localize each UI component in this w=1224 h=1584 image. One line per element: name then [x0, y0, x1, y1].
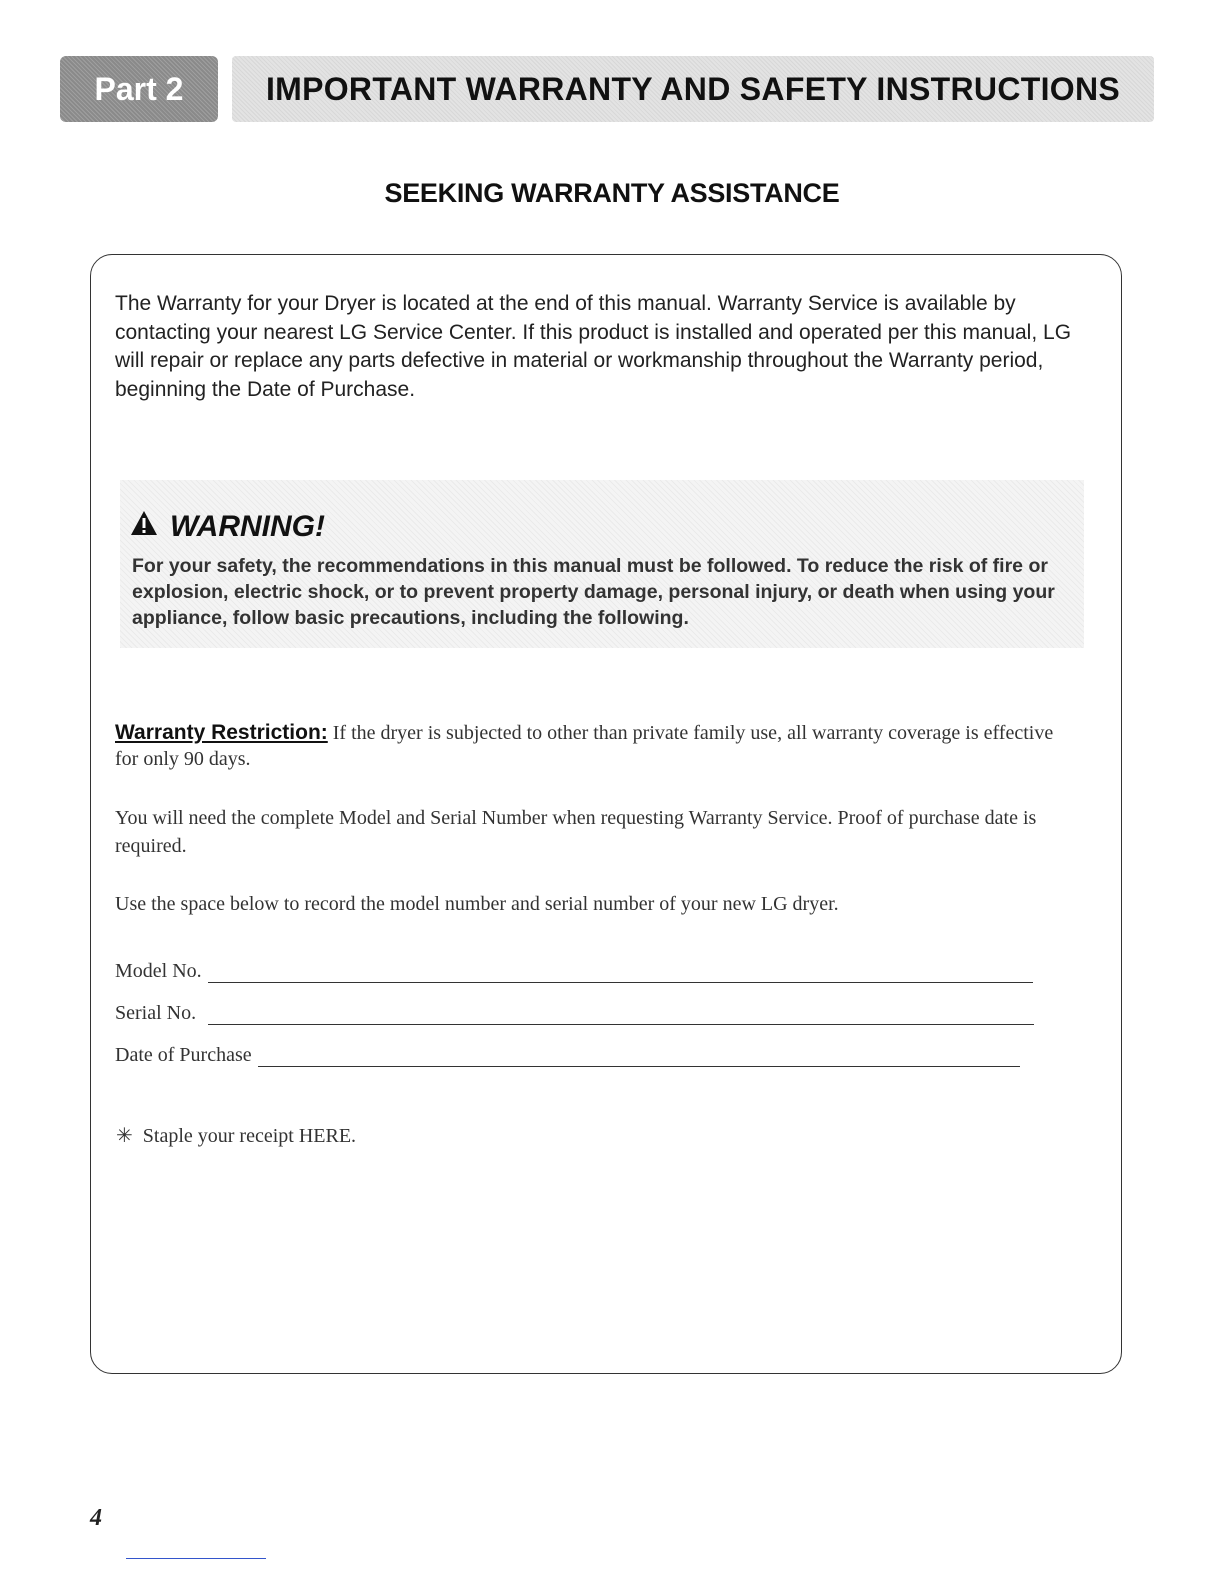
warning-title: WARNING! — [170, 510, 325, 543]
section-heading: SEEKING WARRANTY ASSISTANCE — [384, 178, 840, 208]
warning-triangle-icon — [130, 510, 158, 544]
serial-label: Serial No. — [115, 1002, 197, 1024]
model-blank-line[interactable] — [208, 960, 1033, 983]
serial-field — [115, 1002, 1034, 1025]
serial-blank-line[interactable] — [208, 1002, 1034, 1025]
page-number: 4 — [90, 1505, 102, 1531]
page-title: IMPORTANT WARRANTY AND SAFETY INSTRUCTIONS — [232, 56, 1154, 122]
staple-note — [116, 1123, 356, 1148]
purchase-date-label: Date of Purchase — [115, 1044, 252, 1066]
restriction-label: Warranty Restriction: — [115, 721, 328, 744]
intro-paragraph: The Warranty for your Dryer is located at the end of this manual. Warranty Service is available by contacting your nearest LG Service Center. If this product is installed and operated per this manual, LG will repair or replace any parts defective in material or workmanship throughout the Warranty period, beginning the Date of Purchase. — [115, 292, 1072, 401]
part-label: Part 2 — [60, 56, 218, 122]
warranty-restriction — [115, 720, 1075, 772]
warning-heading — [130, 510, 325, 544]
footer-rule — [126, 1558, 266, 1559]
purchase-date-field — [115, 1044, 1020, 1067]
staple-text: Staple your receipt HERE. — [142, 1125, 357, 1147]
model-field — [115, 960, 1033, 983]
restriction-text: If the dryer is subjected to other than private family use, all warranty coverage is effective for only 90 days. — [115, 722, 1054, 770]
purchase-date-blank-line[interactable] — [258, 1044, 1020, 1067]
warning-text: For your safety, the recommendations in this manual must be followed. To reduce the risk of fire or explosion, electric shock, or to prevent property damage, personal injury, or death when using your appliance, follow basic precautions, including the following. — [132, 555, 1055, 629]
model-serial-note: You will need the complete Model and Serial Number when requesting Warranty Service. Proof of purchase date is required. — [115, 807, 1037, 857]
asterisk-icon: ✳ — [116, 1125, 133, 1147]
record-note: Use the space below to record the model number and serial number of your new LG dryer. — [115, 893, 839, 915]
model-label: Model No. — [115, 960, 202, 982]
